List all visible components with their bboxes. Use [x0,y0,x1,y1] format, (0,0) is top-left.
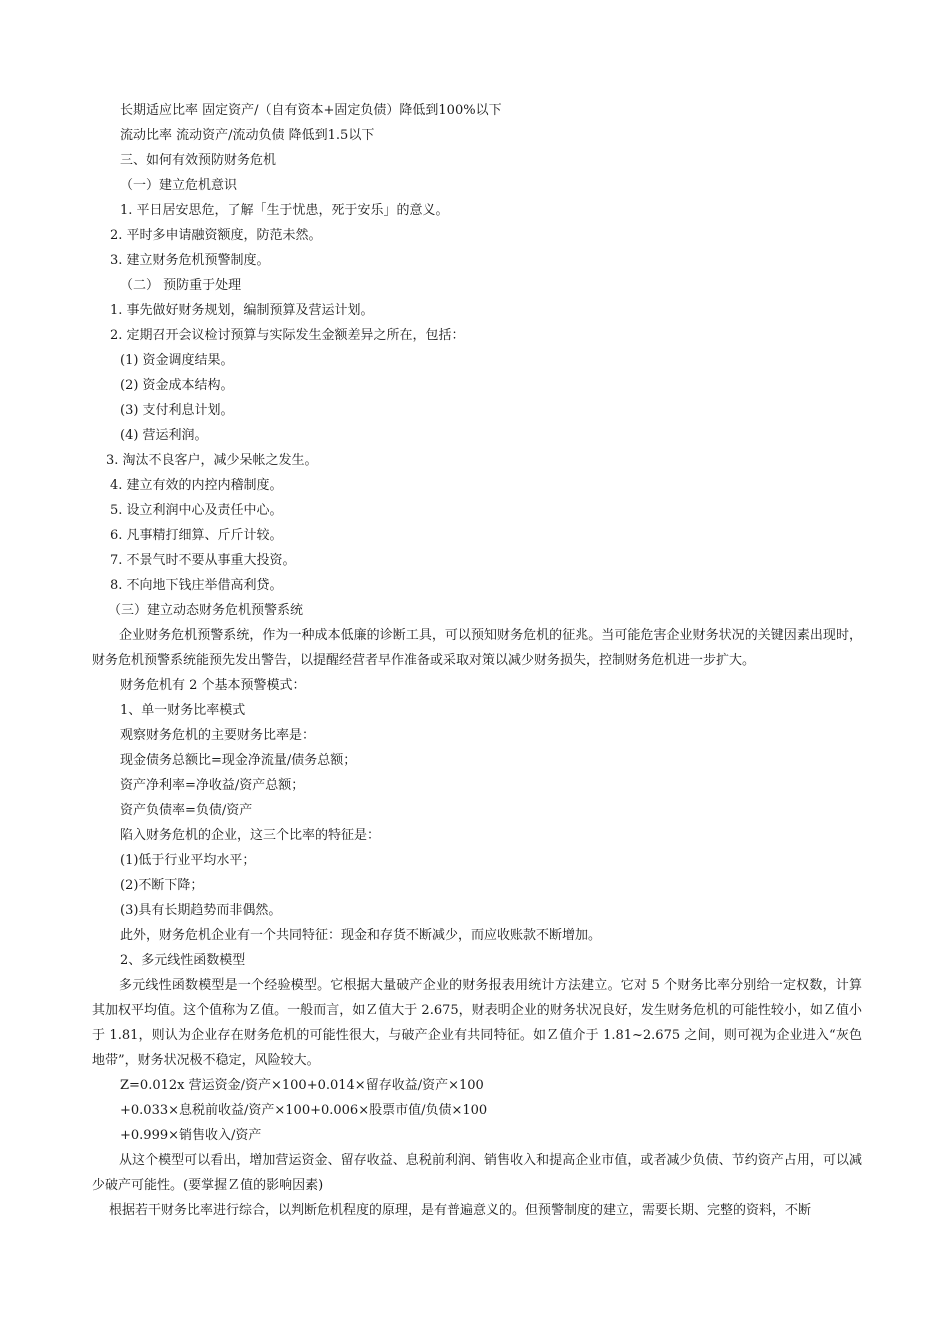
list-item: 6. 凡事精打细算、斤斤计较。 [110,528,283,543]
paragraph-conclusion: 根据若干财务比率进行综合，以判断危机程度的原理，是有普遍意义的。但预警制度的建立，需要长期、完整的资料，不断 [109,1203,812,1218]
text-line-current-ratio: 流动比率 流动资产/流动负债 降低到1.5以下 [120,128,375,143]
sub-list-item: (2) 资金成本结构。 [120,378,234,393]
list-item: 2. 平时多申请融资额度，防范未然。 [110,228,322,243]
list-item: 3. 淘汰不良客户，减少呆帐之发生。 [106,453,318,468]
text-line: 财务危机有 2 个基本预警模式： [120,678,306,693]
paragraph-z-model: 多元线性函数模型是一个经验模型。它根据大量破产企业的财务报表用统计方法建立。它对 5 个财务比率分别给一定权数，计算其加权平均值。这个值称为Ｚ值。一般而言，如Ｚ值大于 2.675，财表明企业的财务状况良好，发生财务危机的可能性较小，如Ｚ值小于 1.81，则认为企业存在财务危机的可能性很大，与破产企业有共同特征。如Ｚ值介于 1.81~2.675 之间，则可视为企业进入“灰色地带”，财务状况极不稳定，风险较大。 [92,978,862,1068]
subsection-heading-2: （二） 预防重于处理 [120,278,242,293]
list-item: 1. 事先做好财务规划，编制预算及营运计划。 [110,303,374,318]
subsection-heading-3: （三）建立动态财务危机预警系统 [108,603,304,618]
list-item: 5. 设立利润中心及责任中心。 [110,503,283,518]
sub-list-item: (4) 营运利润。 [120,428,208,443]
list-item: 3. 建立财务危机预警制度。 [110,253,270,268]
list-item: 1. 平日居安思危，了解「生于忧患，死于安乐」的意义。 [120,203,449,218]
list-item: 7. 不景气时不要从事重大投资。 [110,553,296,568]
subsection-heading-1: （一）建立危机意识 [120,178,238,193]
model-heading-2: 2、多元线性函数模型 [120,953,246,968]
text-line: 观察财务危机的主要财务比率是： [120,728,316,743]
ratio-line: 资产负债率=负债/资产 [120,803,253,818]
feature-item: (2)不断下降； [120,878,204,893]
sub-list-item: (1) 资金调度结果。 [120,353,234,368]
model-heading-1: 1、单一财务比率模式 [120,703,246,718]
paragraph-z-factors: 从这个模型可以看出，增加营运资金、留存收益、息税前利润、销售收入和提高企业市值，或者减少负债、节约资产占用，可以减少破产可能性。(要掌握Ｚ值的影响因素) [92,1153,862,1193]
feature-item: (1)低于行业平均水平； [120,853,256,868]
document-body [0,98,950,1223]
sub-list-item: (3) 支付利息计划。 [120,403,234,418]
ratio-line: 现金债务总额比=现金净流量/债务总额； [120,753,357,768]
text-line-long-term-ratio: 长期适应比率 固定资产/（自有资本+固定负债）降低到100%以下 [120,103,502,118]
list-item: 4. 建立有效的内控内稽制度。 [110,478,283,493]
feature-item: (3)具有长期趋势而非偶然。 [120,903,282,918]
text-line: 陷入财务危机的企业，这三个比率的特征是： [120,828,381,843]
formula-line: +0.033×息税前收益/资产×100+0.006×股票市值/负债×100 [120,1103,488,1118]
paragraph-warning-system: 企业财务危机预警系统，作为一种成本低廉的诊断工具，可以预知财务危机的征兆。当可能危害企业财务状况的关键因素出现时，财务危机预警系统能预先发出警告，以提醒经营者早作准备或采取对策以减少财务损失，控制财务危机进一步扩大。 [92,628,862,668]
formula-line: +0.999×销售收入/资产 [120,1128,262,1143]
section-heading-3: 三、如何有效预防财务危机 [120,153,277,168]
list-item: 8. 不向地下钱庄举借高利贷。 [110,578,283,593]
list-item: 2. 定期召开会议检讨预算与实际发生金额差异之所在，包括： [110,328,465,343]
formula-line: Z=0.012x 营运资金/资产×100+0.014×留存收益/资产×100 [120,1078,484,1093]
ratio-line: 资产净利率=净收益/资产总额； [120,778,305,793]
text-line: 此外，财务危机企业有一个共同特征：现金和存货不断减少，而应收账款不断增加。 [120,928,602,943]
